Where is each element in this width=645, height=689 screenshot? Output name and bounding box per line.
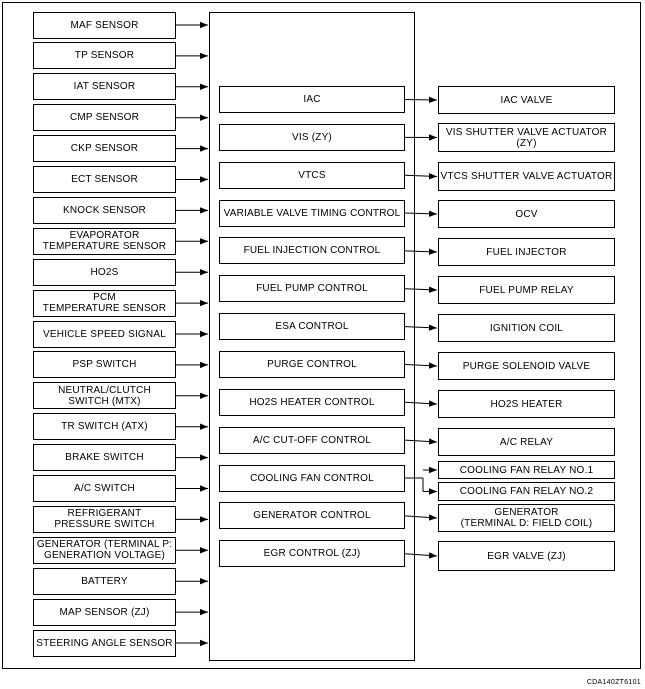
box-label: VIS SHUTTER VALVE ACTUATOR: [445, 126, 608, 138]
control-vis-zy: [219, 124, 405, 151]
box-label: HO2S HEATER: [490, 398, 563, 410]
box-label: FUEL PUMP CONTROL: [256, 283, 368, 295]
box-label: STEERING ANGLE SENSOR: [36, 637, 173, 649]
input-ho2s: [33, 259, 176, 286]
output-a-c-relay: [438, 428, 615, 456]
output-ho2s-heater: [438, 390, 615, 418]
box-label: CKP SENSOR: [70, 143, 139, 155]
box-label: OCV: [515, 208, 538, 220]
box-label: COOLING FAN RELAY NO.1: [459, 464, 594, 476]
box-label: EVAPORATOR: [69, 230, 140, 242]
signal-arrow: [405, 402, 437, 404]
control-purge-control: [219, 351, 405, 378]
box-label: TEMPERATURE SENSOR: [42, 303, 167, 315]
box-label: BATTERY: [81, 575, 128, 587]
control-egr-control-zj: [219, 540, 405, 567]
box-label: VEHICLE SPEED SIGNAL: [43, 328, 166, 340]
box-label: A/C SWITCH: [74, 483, 135, 494]
box-label: MAP SENSOR (ZJ): [59, 606, 150, 618]
output-cooling-fan-relay-no-1: [438, 461, 615, 479]
input-vehicle-speed-signal: [33, 321, 176, 348]
box-label: FUEL INJECTOR: [486, 246, 567, 258]
input-battery: [33, 568, 176, 595]
box-label: MAF SENSOR: [70, 19, 139, 31]
input-neutral-clutch-switch-mtx: [33, 382, 176, 409]
box-label: IAT SENSOR: [73, 81, 136, 93]
input-cmp-sensor: [33, 104, 176, 131]
box-label: IGNITION COIL: [489, 322, 564, 334]
input-iat-sensor: [33, 73, 176, 100]
box-label: TR SWITCH (ATX): [61, 421, 148, 433]
output-vis-shutter-valve-actuator-zy: [438, 123, 615, 152]
box-label: A/C CUT-OFF CONTROL: [252, 434, 372, 446]
output-vtcs-shutter-valve-actuator: [438, 162, 615, 191]
input-evaporator-temperature-sensor: [33, 228, 176, 255]
box-label: FUEL PUMP RELAY: [479, 284, 574, 296]
signal-arrow: [405, 213, 437, 214]
box-label: (ZY): [516, 137, 537, 149]
input-a-c-switch: [33, 475, 176, 502]
box-label: GENERATOR CONTROL: [253, 510, 371, 522]
signal-arrow: [405, 289, 437, 290]
control-ho2s-heater-control: [219, 389, 405, 416]
signal-arrow: [405, 440, 437, 442]
control-cooling-fan-control: [219, 465, 405, 492]
output-generator-terminal-d-field-coil: [438, 504, 615, 532]
signal-arrow: [405, 327, 437, 328]
signal-arrow: [405, 100, 437, 101]
box-label: CMP SENSOR: [69, 112, 140, 124]
box-label: PCM: [93, 292, 116, 304]
box-label: TEMPERATURE SENSOR: [42, 241, 167, 253]
input-brake-switch: [33, 444, 176, 471]
box-label: IAC: [303, 94, 321, 105]
output-purge-solenoid-valve: [438, 352, 615, 380]
output-fuel-injector: [438, 238, 615, 266]
signal-arrow: [405, 175, 437, 176]
input-tp-sensor: [33, 42, 176, 69]
box-label: VIS (ZY): [292, 131, 332, 143]
input-psp-switch: [33, 351, 176, 378]
input-generator-terminal-p-generation-voltage: [33, 537, 176, 564]
input-knock-sensor: [33, 197, 176, 224]
box-label: PURGE CONTROL: [267, 358, 357, 370]
box-label: KNOCK SENSOR: [63, 204, 146, 216]
box-label: (TERMINAL D: FIELD COIL): [460, 518, 593, 529]
control-fuel-injection-control: [219, 237, 405, 264]
box-label: EGR CONTROL (ZJ): [263, 548, 361, 560]
box-label: GENERATOR (TERMINAL P:: [36, 539, 173, 551]
box-label: A/C RELAY: [499, 436, 554, 448]
box-label: NEUTRAL/CLUTCH: [58, 384, 151, 396]
control-variable-valve-timing-control: [219, 200, 405, 227]
output-ocv: [438, 200, 615, 228]
box-label: REFRIGERANT: [67, 508, 142, 520]
box-label: HO2S: [90, 266, 119, 278]
output-egr-valve-zj: [438, 541, 615, 571]
input-steering-angle-sensor: [33, 630, 176, 657]
input-ect-sensor: [33, 166, 176, 193]
input-refrigerant-pressure-switch: [33, 506, 176, 533]
input-tr-switch-atx: [33, 413, 176, 440]
input-maf-sensor: [33, 12, 176, 39]
box-label: EGR VALVE (ZJ): [487, 550, 566, 562]
control-vtcs: [219, 162, 405, 189]
signal-arrow: [405, 516, 437, 518]
box-label: TP SENSOR: [74, 50, 135, 62]
input-map-sensor-zj: [33, 599, 176, 626]
box-label: SWITCH (MTX): [68, 395, 141, 407]
box-label: VARIABLE VALVE TIMING CONTROL: [223, 207, 401, 219]
box-label: ESA CONTROL: [275, 321, 349, 333]
figure-code: CDA140ZT6101: [586, 679, 641, 686]
box-label: HO2S HEATER CONTROL: [249, 396, 375, 408]
box-label: PRESSURE SWITCH: [54, 519, 155, 531]
control-generator-control: [219, 502, 405, 529]
box-label: GENERATOR: [494, 507, 559, 518]
output-ignition-coil: [438, 314, 615, 342]
box-label: PSP SWITCH: [72, 359, 137, 371]
input-ckp-sensor: [33, 135, 176, 162]
box-label: VTCS SHUTTER VALVE ACTUATOR: [440, 171, 613, 182]
control-a-c-cut-off-control: [219, 427, 405, 454]
control-iac: [219, 86, 405, 113]
signal-arrow: [405, 251, 437, 252]
signal-arrow: [405, 554, 437, 556]
box-label: IAC VALVE: [500, 94, 553, 106]
box-label: ECT SENSOR: [71, 174, 138, 185]
box-label: COOLING FAN RELAY NO.2: [459, 486, 594, 497]
box-label: VTCS: [298, 169, 326, 181]
output-cooling-fan-relay-no-2: [438, 482, 615, 501]
box-label: PURGE SOLENOID VALVE: [462, 360, 591, 372]
control-fuel-pump-control: [219, 275, 405, 302]
box-label: FUEL INJECTION CONTROL: [243, 245, 381, 257]
box-label: COOLING FAN CONTROL: [250, 472, 374, 484]
input-pcm-temperature-sensor: [33, 290, 176, 317]
box-label: GENERATION VOLTAGE): [43, 550, 166, 562]
control-esa-control: [219, 313, 405, 340]
output-fuel-pump-relay: [438, 276, 615, 304]
box-label: BRAKE SWITCH: [65, 452, 144, 464]
signal-arrow: [405, 364, 437, 366]
output-iac-valve: [438, 86, 615, 114]
